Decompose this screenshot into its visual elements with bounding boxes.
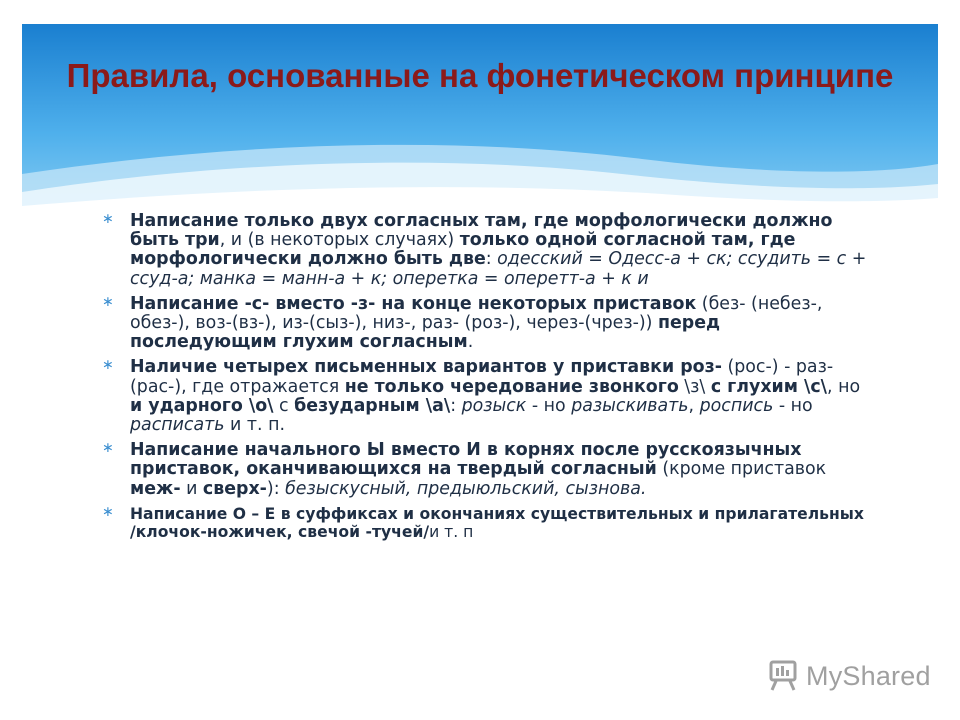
item-bold-text: Наличие четырех письменных вариантов у приставки роз- xyxy=(130,357,722,378)
list-item xyxy=(100,212,870,289)
item-text: \з\ xyxy=(678,376,711,397)
item-bold-text: безударным \а\ xyxy=(294,395,451,416)
item-text: (рос-) - раз- (рас-), где отражается xyxy=(130,357,834,397)
bullet-icon: ∗ xyxy=(102,440,114,457)
item-text: ): xyxy=(266,478,286,499)
presentation-board-icon xyxy=(766,659,800,693)
item-bold-text: не только чередование звонкого xyxy=(344,376,679,397)
bullet-icon: ∗ xyxy=(102,503,114,520)
watermark xyxy=(766,656,931,696)
item-example: разыскивать xyxy=(571,395,689,416)
bullet-icon: ∗ xyxy=(102,357,114,374)
item-text: и т. п. xyxy=(224,415,285,436)
bullet-icon: ∗ xyxy=(102,211,114,227)
list-item xyxy=(100,358,870,435)
item-example: роспись xyxy=(699,395,774,416)
item-bold-text: с глухим \с\ xyxy=(710,376,828,397)
item-text: и т. п xyxy=(429,522,474,541)
item-bold-text: Написание О – Е в суффиксах и окончаниях существительных и прилагательных /клочок-ножичек, свечой -тучей/ xyxy=(130,504,864,541)
list-item xyxy=(100,441,870,499)
item-text: с xyxy=(273,395,295,416)
item-text: , xyxy=(688,395,700,416)
item-bold-text: только одной согласной там, где морфологически должно быть две xyxy=(130,230,796,270)
item-bold-text: перед последующим глухим согласным xyxy=(130,313,721,353)
item-text: (без- (небез-, обез-), воз-(вз-), из-(сыз-), низ-, раз- (роз-), через-(чрез-)) xyxy=(130,293,823,334)
list-item xyxy=(100,505,870,541)
item-text: : xyxy=(450,395,462,416)
item-text: и xyxy=(180,478,203,499)
item-example: розыск xyxy=(461,395,527,416)
item-text: , но xyxy=(827,376,861,397)
item-text: (кроме приставок xyxy=(656,459,827,480)
item-bold-text: Написание -с- вместо -з- на конце некоторых приставок xyxy=(130,293,697,314)
rules-list xyxy=(100,212,870,547)
bullet-icon: ∗ xyxy=(102,293,114,310)
item-bold-text: Написание начального Ы вместо И в корнях после русскоязычных приставок, оканчивающихся на твердый согласный xyxy=(130,440,802,480)
item-text: : xyxy=(485,249,498,270)
item-examples: одесский = Одесс-а + ск; ссудить = с + ссуд-а; манка = манн-а + к; оперетка = оперетт-а + к и xyxy=(130,249,867,289)
item-text: - но xyxy=(773,395,813,416)
item-text: - но xyxy=(526,395,572,416)
item-bold-text: Написание только двух согласных там, где морфологически должно быть три xyxy=(130,211,833,251)
item-bold-text: сверх- xyxy=(202,478,267,499)
item-bold-text: и ударного \о\ xyxy=(130,395,274,416)
slide-title: Правила, основанные на фонетическом принципе xyxy=(66,57,894,94)
watermark-text: MyShared xyxy=(806,660,931,691)
item-bold-text: меж- xyxy=(130,478,181,499)
item-example: расписать xyxy=(130,415,225,436)
list-item xyxy=(100,295,870,353)
item-text: . xyxy=(467,332,474,353)
item-examples: безыскусный, предыюльский, сызнова. xyxy=(285,478,647,499)
item-text: , и (в некоторых случаях) xyxy=(219,230,460,251)
